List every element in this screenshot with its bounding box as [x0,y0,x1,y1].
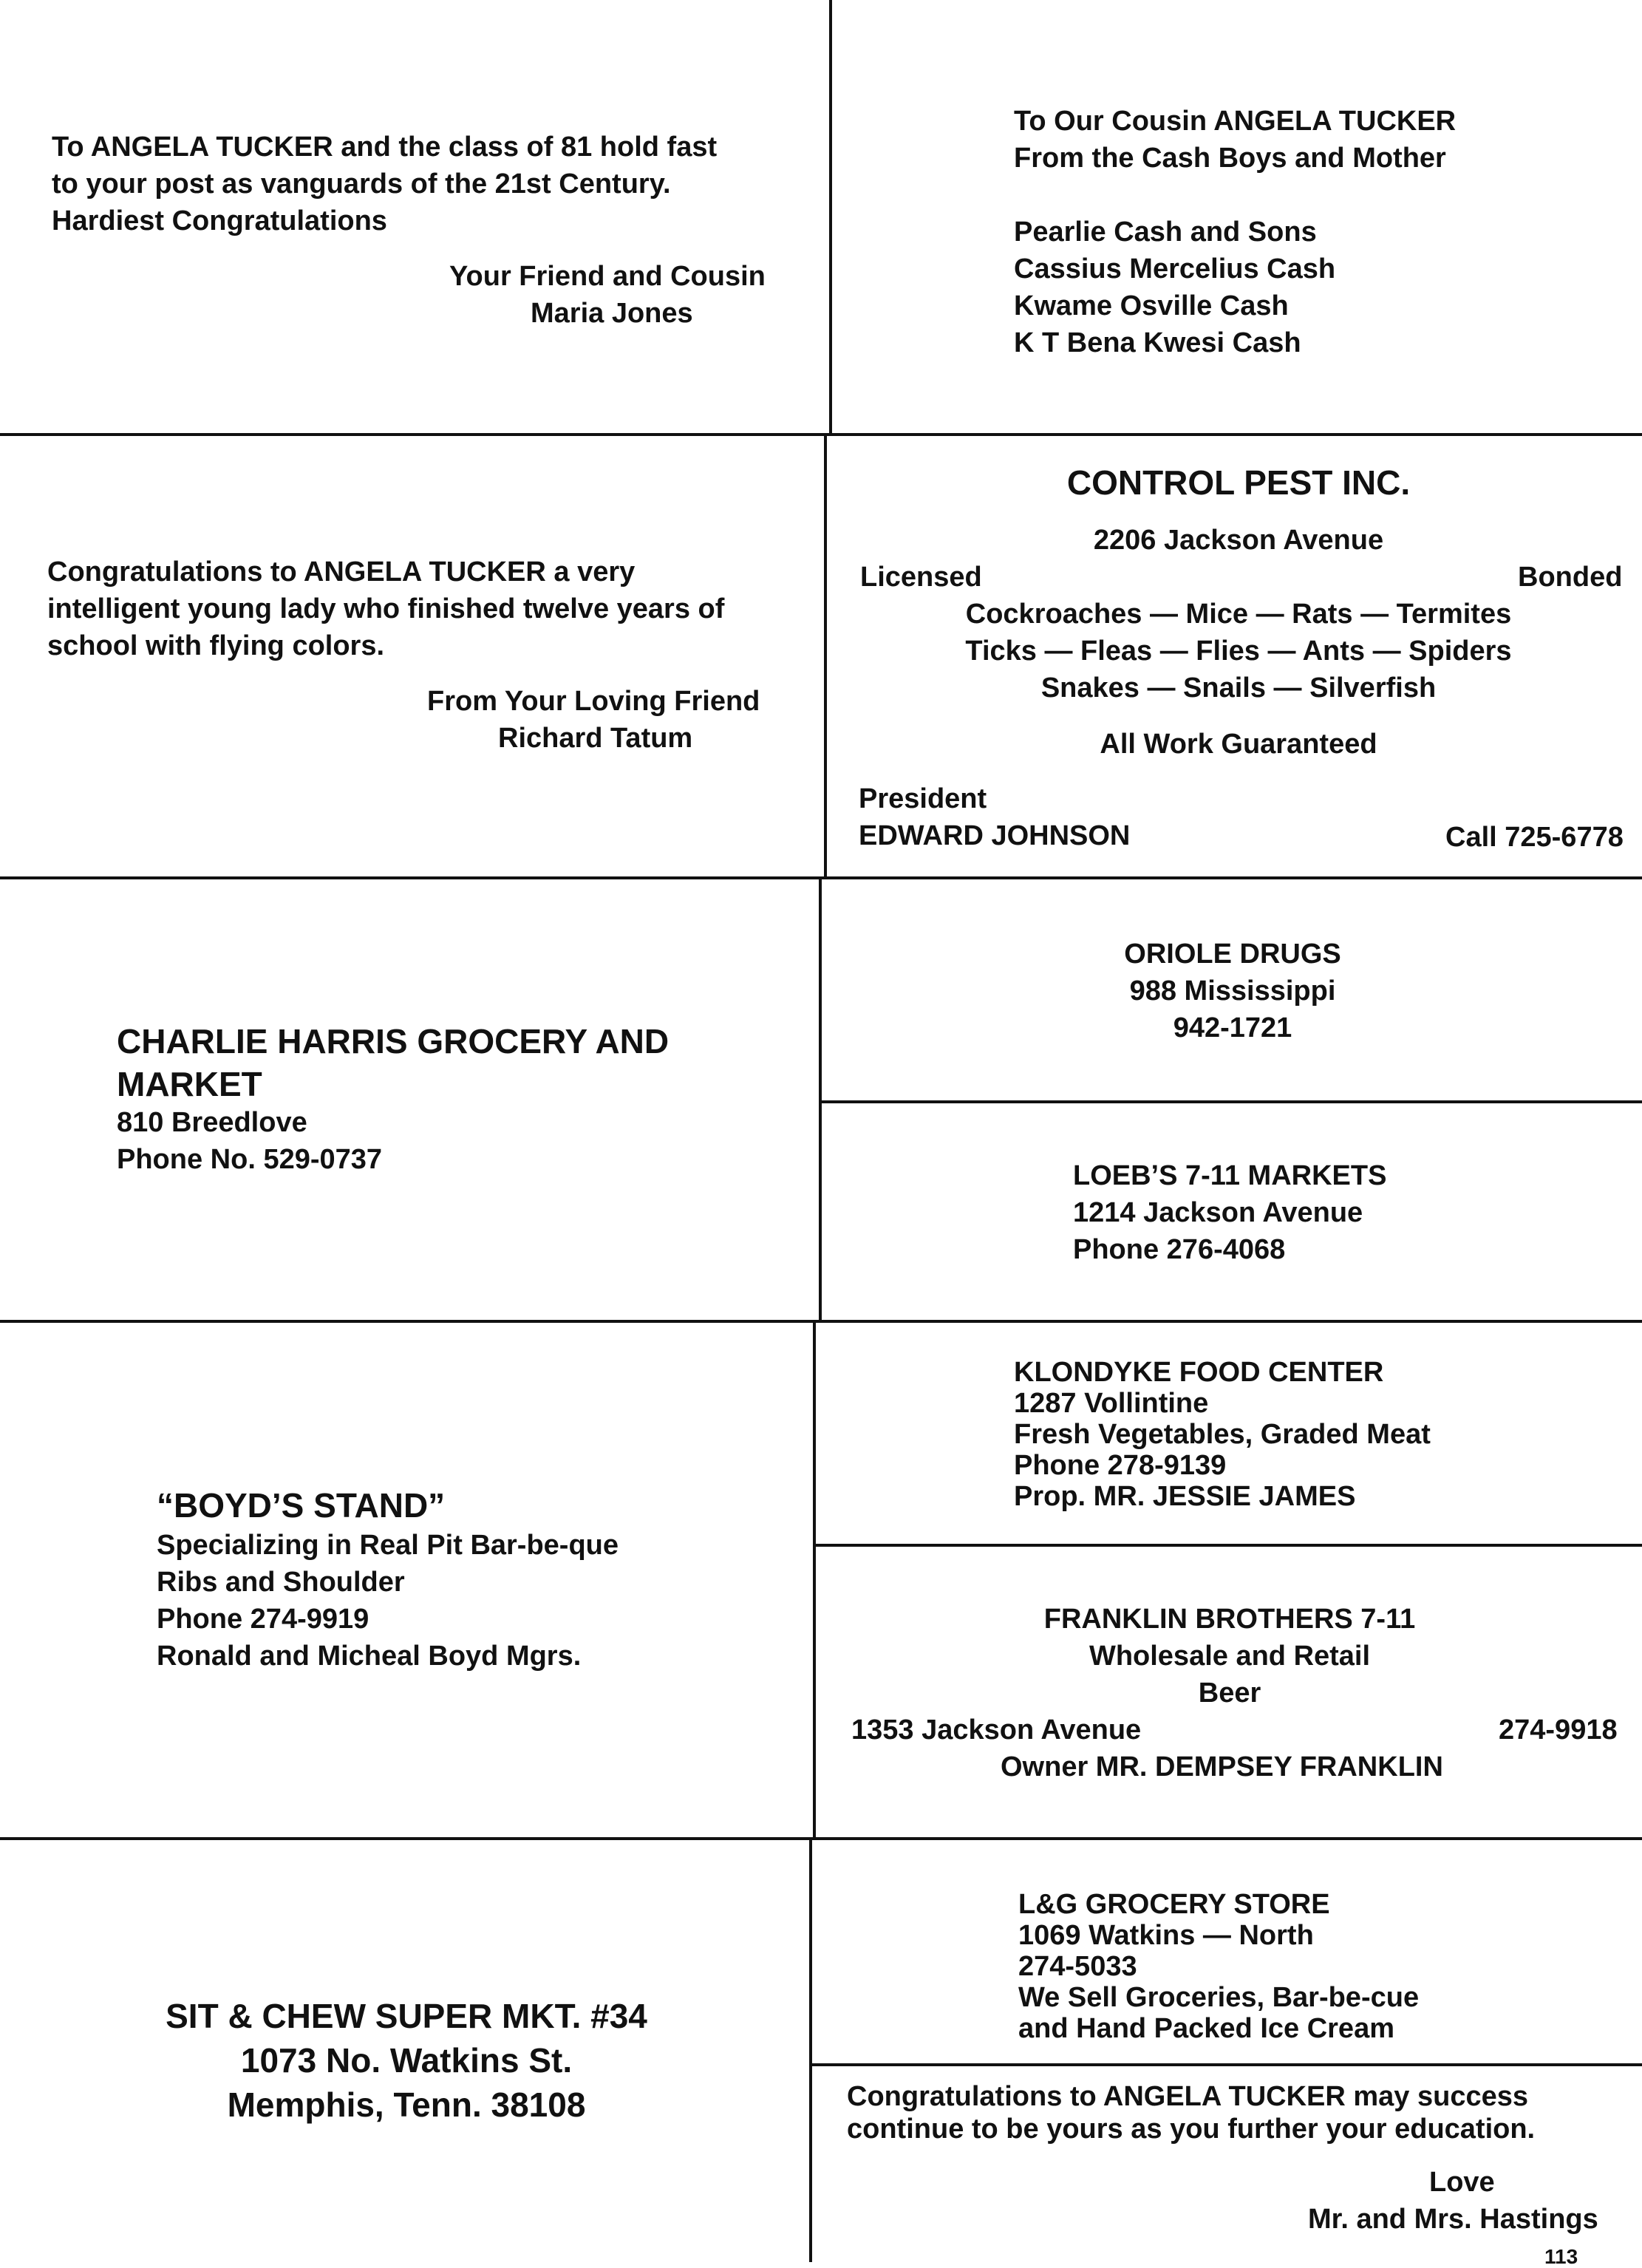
business-address: 1069 Watkins — North [1018,1920,1314,1951]
business-address: 810 Breedlove [117,1107,307,1138]
business-phone: Phone No. 529-0737 [117,1144,383,1175]
owner-name: EDWARD JOHNSON [859,820,1131,851]
pest-list-line: Ticks — Fleas — Flies — Ants — Spiders [965,636,1512,667]
business-name: CHARLIE HARRIS GROCERY AND [117,1022,670,1060]
business-address: 1353 Jackson Avenue [851,1714,1142,1746]
business-phone: Phone 278-9139 [1014,1450,1227,1481]
business-address: 1073 No. Watkins St. [240,2041,573,2080]
ad-signature-name: Mr. and Mrs. Hastings [1308,2204,1598,2235]
ad-signature-line: Love [1429,2167,1495,2198]
business-address: 2206 Jackson Avenue [1093,525,1384,556]
ad-signature-name: Maria Jones [531,298,693,329]
pest-list-line: Snakes — Snails — Silverfish [1040,672,1437,704]
ad-text-line: Fresh Vegetables, Graded Meat [1014,1419,1431,1450]
pest-list-line: Cockroaches — Mice — Rats — Termites [965,599,1512,630]
business-name: “BOYD’S STAND” [157,1486,446,1525]
business-name: ORIOLE DRUGS [1124,939,1341,970]
business-name: KLONDYKE FOOD CENTER [1014,1357,1384,1388]
center-divider-top [829,0,832,436]
center-divider-mid1 [824,436,827,879]
business-phone: 942-1721 [1173,1012,1292,1043]
row-divider-3 [0,1320,1642,1323]
ad-text-line: Ribs and Shoulder [157,1567,405,1598]
ad-signature-line: From Your Loving Friend [427,686,760,717]
ad-text-line: intelligent young lady who finished twelve years of [47,593,725,624]
page-number: 113 [1544,2245,1578,2268]
row-divider-right-a [820,1100,1642,1103]
business-address: 1287 Vollintine [1014,1388,1209,1419]
ad-name-line: Cassius Mercelius Cash [1014,253,1336,285]
ad-text-line: Specializing in Real Pit Bar-be-que [157,1530,619,1561]
row-divider-right-b [814,1544,1642,1547]
ad-text-line: to your post as vanguards of the 21st Century. [52,168,671,200]
business-address: 988 Mississippi [1129,975,1336,1007]
business-name: MARKET [117,1065,262,1103]
ad-name-line: Pearlie Cash and Sons [1014,217,1317,248]
business-name: FRANKLIN BROTHERS 7-11 [1043,1604,1416,1635]
ad-signature-name: Richard Tatum [498,723,693,754]
proprietor-line: Prop. MR. JESSIE JAMES [1014,1481,1356,1512]
ad-text-line: Wholesale and Retail [1089,1641,1371,1672]
ad-text-line: We Sell Groceries, Bar-be-cue [1018,1982,1420,2013]
ad-text-line: Hardiest Congratulations [52,205,387,236]
business-name: SIT & CHEW SUPER MKT. #34 [166,1997,647,2035]
row-divider-2 [0,876,1642,879]
owner-line: Owner MR. DEMPSEY FRANKLIN [1001,1751,1443,1782]
ad-name-line: Kwame Osville Cash [1014,290,1289,321]
row-divider-right-c [811,2063,1642,2066]
business-address: 1214 Jackson Avenue [1073,1197,1363,1228]
ad-signature-line: Your Friend and Cousin [449,261,766,292]
ad-text-line: school with flying colors. [47,630,385,661]
ad-text-line: From the Cash Boys and Mother [1014,143,1446,174]
ad-name-line: K T Bena Kwesi Cash [1014,327,1301,358]
ad-text-line: Beer [1198,1678,1261,1709]
business-phone: 274-5033 [1018,1951,1137,1982]
business-phone: Phone 274-9919 [157,1604,369,1635]
ad-text-line: continue to be yours as you further your education. [847,2114,1536,2145]
ad-text-line: To ANGELA TUCKER and the class of 81 hold fast [52,132,718,163]
row-divider-1 [0,433,1642,436]
business-name: CONTROL PEST INC. [1066,463,1411,502]
bonded-label: Bonded [1518,562,1623,593]
business-city: Memphis, Tenn. 38108 [227,2085,586,2124]
ad-text-line: To Our Cousin ANGELA TUCKER [1014,106,1457,137]
business-phone: Phone 276-4068 [1073,1234,1286,1265]
guarantee-text: All Work Guaranteed [1100,729,1377,760]
business-name: LOEB’S 7-11 MARKETS [1073,1160,1387,1191]
center-divider-mid3 [813,1323,816,1840]
ad-text-line: Congratulations to ANGELA TUCKER a very [47,556,636,588]
ad-text-line: and Hand Packed Ice Cream [1018,2013,1394,2044]
business-phone: 274-9918 [1499,1714,1618,1746]
row-divider-4 [0,1837,1642,1840]
ad-text-line: Congratulations to ANGELA TUCKER may success [847,2081,1529,2112]
president-label: President [859,783,987,814]
licensed-label: Licensed [860,562,982,593]
managers-line: Ronald and Micheal Boyd Mgrs. [157,1641,582,1672]
business-name: L&G GROCERY STORE [1018,1889,1330,1920]
business-phone: Call 725-6778 [1445,822,1624,853]
